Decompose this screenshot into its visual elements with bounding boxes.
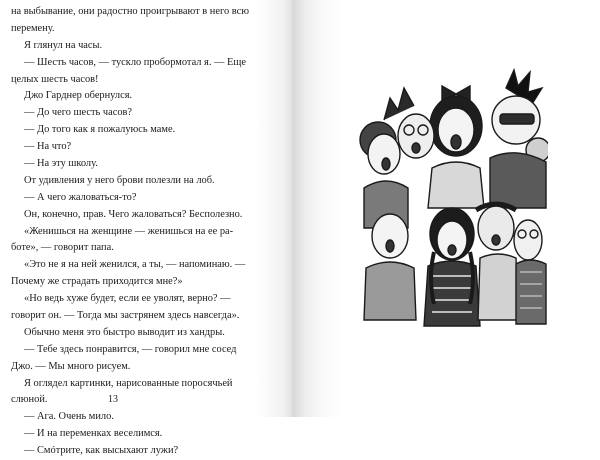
text-line: — Шесть часов, — тускло пробормотал я. — Еще [24, 56, 246, 68]
text-line: «Это не я на ней женился, а ты, — напоминаю. — [24, 259, 246, 271]
text-line: — До того как я пожалуюсь маме. [24, 124, 176, 136]
text-line: Обычно меня это быстро выводит из хандры. [24, 326, 225, 338]
text-line: — На эту школу. [24, 158, 98, 170]
text-line: на выбывание, они радостно проигрывают в него всю [11, 6, 249, 17]
text-line: «Женишься на женщине — женишься на ее ра- [24, 225, 234, 237]
text-line: — На что? [24, 141, 72, 153]
text-line: — Тебе здесь понравится, — говорил мне сосед [24, 343, 237, 355]
page-number: 13 [108, 394, 118, 405]
text-line: «Но ведь хуже будет, если ее уволят, верно? — [24, 293, 231, 305]
children-choir-illustration [356, 58, 548, 348]
text-line: — И на переменках веселимся. [24, 428, 163, 440]
text-line: Я глянул на часы. [24, 39, 103, 51]
text-line: — Смóтрите, как высыхают лужи? [24, 445, 179, 457]
text-line: — До чего шесть часов? [24, 107, 133, 119]
text-line: Почему же страдать приходится мне?» [11, 276, 183, 288]
text-line: перемену. [11, 22, 55, 34]
text-line: боте», — говорит папа. [11, 242, 114, 254]
text-line: От удивления у него брови полезли на лоб. [24, 174, 215, 186]
body-text [11, 4, 281, 460]
text-line: — А чего жаловаться-то? [24, 191, 137, 203]
left-page [0, 0, 292, 457]
text-line: слюной. [11, 394, 48, 406]
text-line: целых шесть часов! [11, 73, 99, 85]
text-line: говорит он. — Тогда мы застрянем здесь навсегда». [11, 310, 240, 322]
text-line: Он, конечно, прав. Чего жаловаться? Бесполезно. [24, 208, 243, 220]
text-line: — Ага. Очень мило. [24, 411, 114, 423]
text-line: Я оглядел картинки, нарисованные поросячьей [24, 377, 233, 389]
text-line: Джо. — Мы много рисуем. [11, 360, 131, 372]
text-line: Джо Гарднер обернулся. [24, 90, 133, 102]
